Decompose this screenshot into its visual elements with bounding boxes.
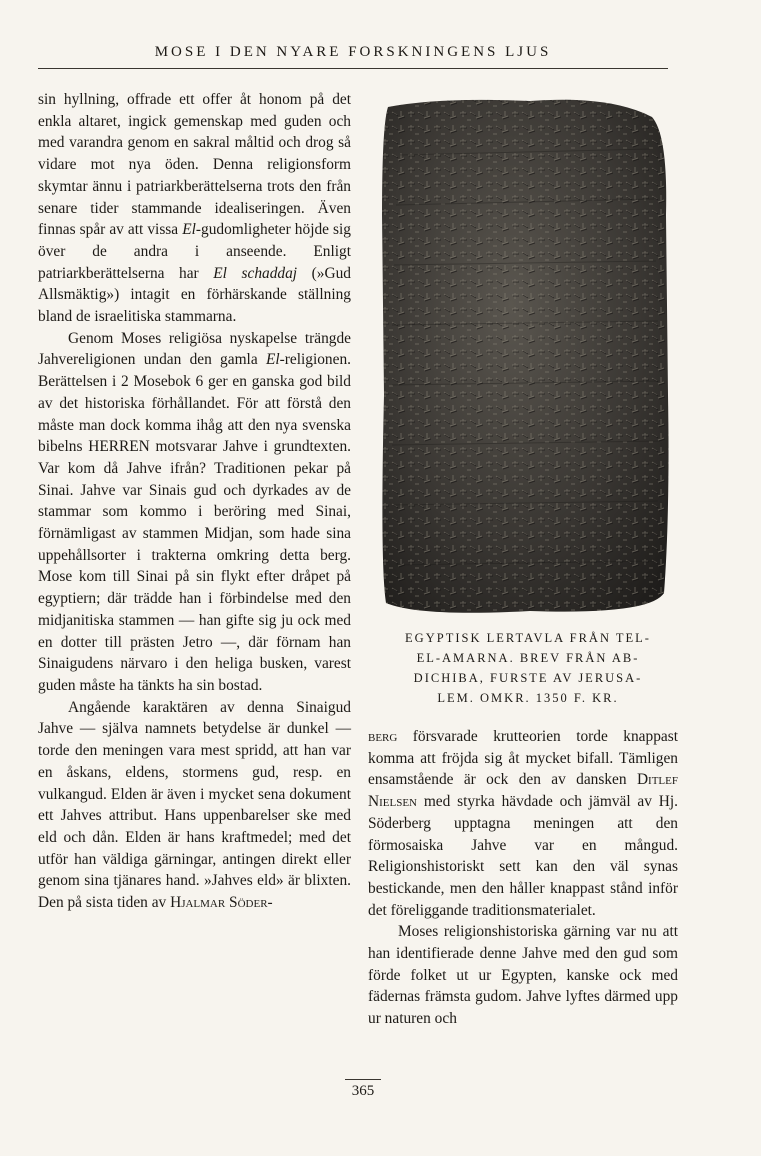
caption-line: EL-AMARNA. BREV FRÅN AB- [416, 651, 640, 665]
running-head: MOSE I DEN NYARE FORSKNINGENS LJUS [154, 44, 552, 60]
caption-line: EGYPTISK LERTAVLA FRÅN TEL- [405, 631, 651, 645]
figure-caption [378, 628, 678, 708]
left-text-column [38, 89, 351, 914]
header-rule [38, 68, 668, 69]
paragraph-5: Moses religionshistoriska gärning var nu att han identifierade denne Jahve med den gud som förde folket ut ur Egypten, kanske ock med fädernas främsta gudom. Jahve lyftes därmed upp ur naturen och [368, 923, 678, 1028]
caption-line: DICHIBA, FURSTE AV JERUSA- [413, 671, 643, 685]
paragraph-2: Genom Moses religiösa nyskapelse trängde Jahvereligionen undan den gamla El-religionen. Berättelsen i 2 Mosebok 6 ger en ganska god bild av det historiska förhållandet. För att förstå den måste man dock komma ihåg att den nya svenska bibelns HERREN motsvarar Jahve i grundtexten. Var kom då Jahve ifrån? Traditionen pekar på Sinai. Jahve var Sinais gud och dyrkades av de stammar som kommo i beröring med Sinai, förnämligast av stammen Midjan, som hade sina uppehållsorter i trakterna omkring detta berg. Mose kom till Sinai på sin flykt efter dråpet på egyptiern; där trädde han i förbindelse med den midjanitiska stammen — han gifte sig ju ock med en dotter till prästen Jetro —, där förnam han Sinaigudens närvaro i den heliga busken, varest guden måste ha tänkts ha sin bostad. [38, 329, 351, 694]
paragraph-1: sin hyllning, offrade ett offer åt honom på det enkla altaret, ingick gemenskap med guden och med varandra genom en sakral måltid och drog så vidare mot nya öden. Denna religionsform skymtar ännu i patriarkberättelserna trots den från senare tider stammande idealiseringen. Även finnas spår av att vissa El-gudomligheter höjde sig över de andra i anseende. Enligt patriarkberättelserna har El schaddaj (»Gud Allsmäktig») intagit en förhärskande ställning bland de israelitiska stammarna. [38, 91, 352, 326]
clay-tablet-image [380, 95, 670, 620]
right-text-column [368, 726, 678, 1030]
caption-line: LEM. OMKR. 1350 F. KR. [437, 691, 619, 705]
paragraph-3: Angående karaktären av denna Sinaigud Jahve — själva namnets betydelse är dunkel — torde den meningen vara mest spridd, att han var en åskans, eldens, stormens gud, resp. en vulkangud. Elden är även i mycket sena dokument ett Jahves attribut. Hans uppenbarelser ske med eld och dån. Elden är hans kraftmedel; med det utför han väldiga gärningar, antingen direkt eller genom sina tjänares hand. »Jahves eld» är blixten. Den på sista tiden av Hjalmar Söder- [38, 698, 351, 912]
paragraph-4: berg försvarade krutteorien torde knappast komma att fröjda sig åt mycket bifall. Tämligen ensamstående är ock den av dansken Ditlef Nielsen med styrka hävdade och jämväl av Hj. Söderberg upptagna meningen att den förmosaiska Jahve var en mångud. Religionshistoriskt sett kan den väl synas bestickande, men den håller knappast stånd inför det föreliggande traditionsmaterialet. [368, 728, 678, 919]
footer-rule [345, 1079, 381, 1080]
page-number: 365 [351, 1083, 375, 1099]
tablet-photo [380, 95, 670, 620]
